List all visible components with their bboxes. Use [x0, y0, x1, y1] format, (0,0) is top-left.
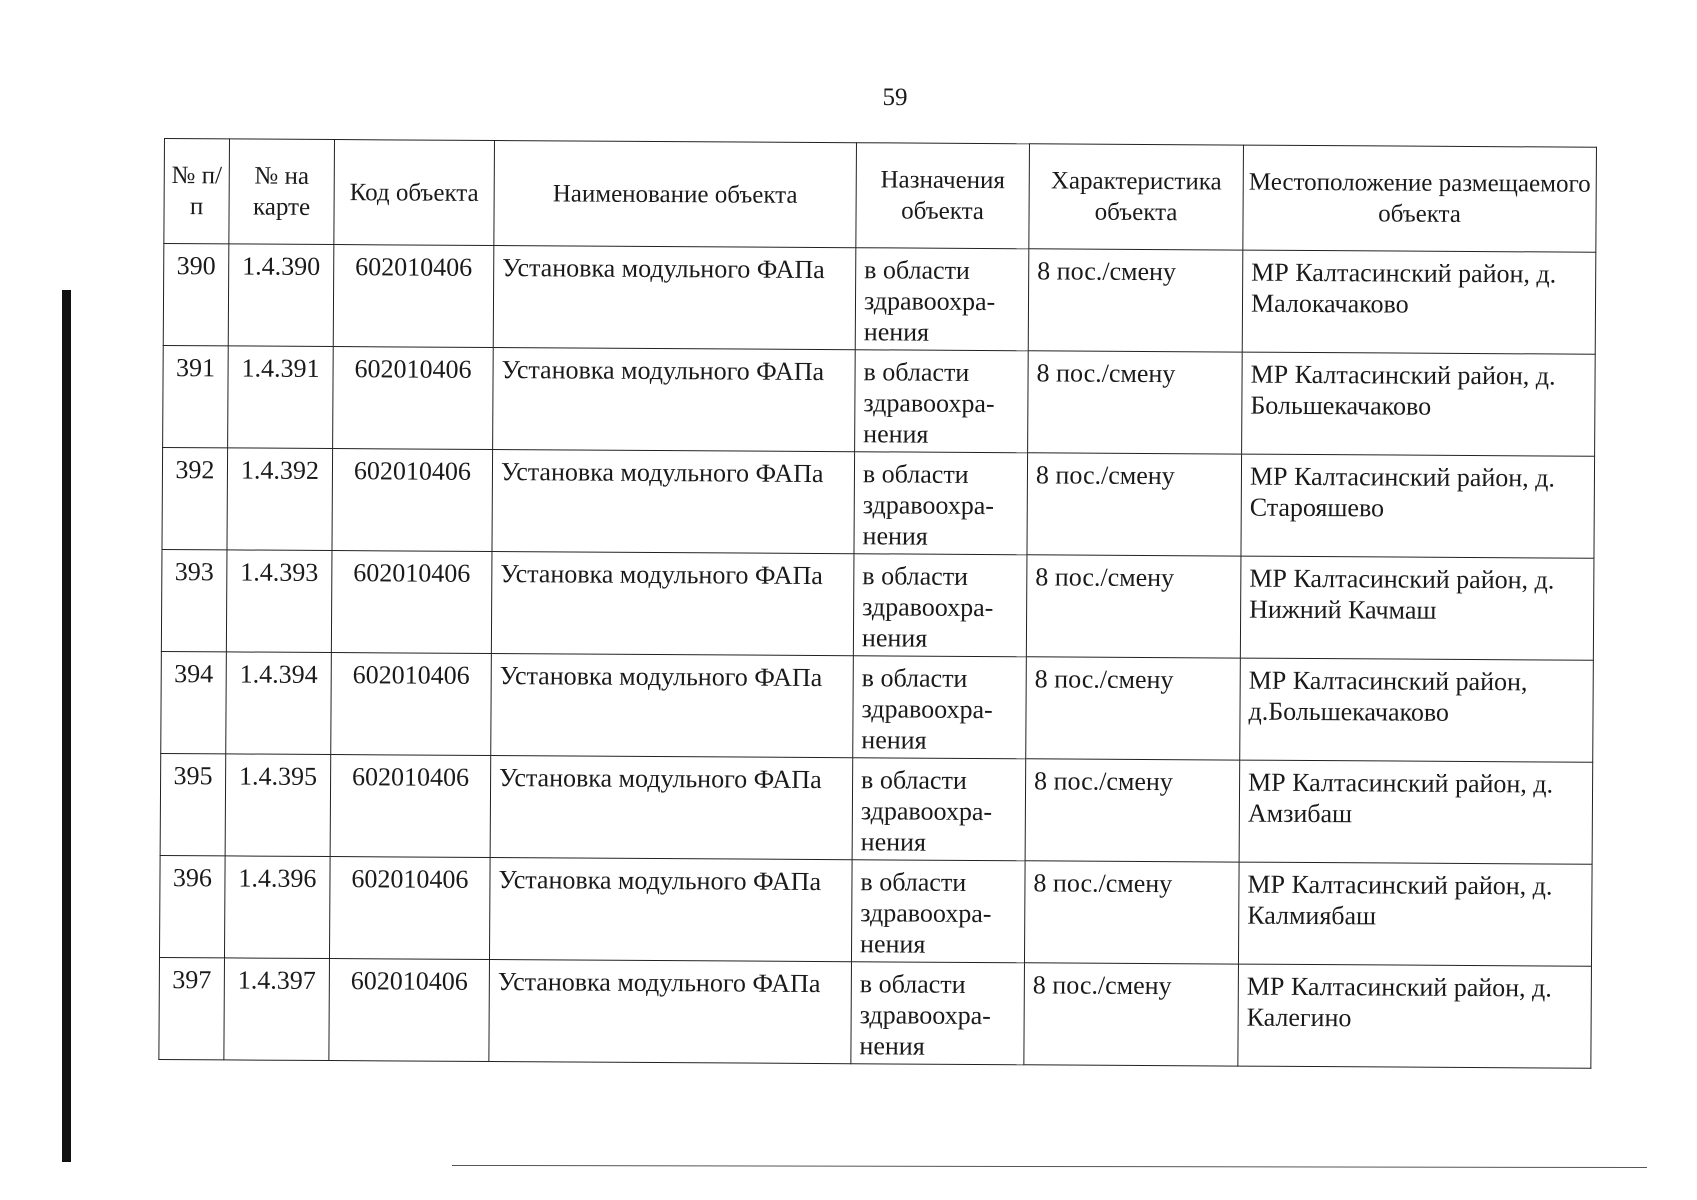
- cell-map-num: 1.4.392: [227, 448, 333, 551]
- cell-num: 390: [163, 244, 229, 346]
- cell-characteristic: 8 пос./смену: [1028, 249, 1243, 352]
- cell-purpose: в области здравоохра-нения: [852, 758, 1026, 861]
- cell-map-num: 1.4.395: [225, 754, 331, 857]
- cell-purpose: в области здравоохра-нения: [855, 248, 1029, 351]
- cell-characteristic: 8 пос./смену: [1028, 351, 1243, 454]
- cell-num: 391: [163, 345, 229, 447]
- scan-edge-bar: [62, 290, 71, 1162]
- header-code: Код объекта: [334, 140, 495, 246]
- cell-num: 394: [161, 651, 227, 753]
- table-row: [161, 549, 1594, 660]
- cell-num: 393: [161, 549, 227, 651]
- cell-characteristic: 8 пос./смену: [1024, 861, 1239, 964]
- cell-purpose: в области здравоохра-нения: [855, 350, 1029, 453]
- cell-num: 397: [159, 957, 225, 1059]
- cell-location: МР Калтасинский район, д. Калмиябаш: [1238, 862, 1592, 966]
- cell-location: МР Калтасинский район, д. Амзибаш: [1239, 760, 1593, 864]
- cell-map-num: 1.4.390: [228, 244, 334, 347]
- cell-code: 602010406: [333, 347, 494, 450]
- cell-code: 602010406: [330, 755, 491, 858]
- cell-purpose: в области здравоохра-нения: [851, 962, 1025, 1065]
- cell-characteristic: 8 пос./смену: [1024, 963, 1239, 1066]
- cell-location: МР Калтасинский район, д. Большекачаково: [1242, 352, 1596, 456]
- cell-purpose: в области здравоохра-нения: [851, 860, 1025, 963]
- cell-name: Установка модульного ФАПа: [493, 246, 856, 350]
- cell-purpose: в области здравоохра-нения: [853, 656, 1027, 759]
- table-container: [158, 138, 1597, 1069]
- table-row: [161, 651, 1594, 762]
- cell-location: МР Калтасинский район, д. Калегино: [1238, 964, 1592, 1068]
- table-header-row: [164, 139, 1597, 253]
- page-number: 59: [882, 84, 908, 111]
- header-name: Наименование объекта: [494, 141, 857, 248]
- table-row: [163, 345, 1596, 456]
- cell-code: 602010406: [329, 959, 490, 1062]
- table-body: [159, 244, 1596, 1069]
- header-num: № п/п: [164, 139, 230, 244]
- cell-name: Установка модульного ФАПа: [489, 960, 852, 1064]
- cell-code: 602010406: [333, 245, 494, 348]
- header-map-num: № на карте: [229, 139, 335, 245]
- cell-map-num: 1.4.394: [226, 652, 332, 755]
- cell-characteristic: 8 пос./смену: [1027, 453, 1242, 556]
- cell-map-num: 1.4.397: [224, 958, 330, 1061]
- cell-code: 602010406: [329, 857, 490, 960]
- cell-characteristic: 8 пос./смену: [1026, 555, 1241, 658]
- cell-name: Установка модульного ФАПа: [493, 348, 856, 452]
- header-characteristic: Характеристика объекта: [1029, 144, 1244, 250]
- cell-num: 395: [160, 753, 226, 855]
- table-row: [163, 244, 1596, 355]
- cell-name: Установка модульного ФАПа: [491, 552, 854, 656]
- bottom-rule: [452, 1165, 1647, 1168]
- table-row: [160, 753, 1593, 864]
- cell-code: 602010406: [332, 449, 493, 552]
- cell-code: 602010406: [331, 653, 492, 756]
- table-row: [159, 957, 1592, 1068]
- cell-map-num: 1.4.396: [224, 856, 330, 959]
- cell-name: Установка модульного ФАПа: [492, 450, 855, 554]
- table-row: [162, 447, 1595, 558]
- cell-num: 396: [159, 855, 225, 957]
- cell-location: МР Калтасинский район, д.Большекачаково: [1240, 658, 1594, 762]
- cell-location: МР Калтасинский район, д. Малокачаково: [1242, 250, 1596, 354]
- cell-characteristic: 8 пос./смену: [1026, 657, 1241, 760]
- cell-location: МР Калтасинский район, д. Нижний Качмаш: [1240, 556, 1594, 660]
- cell-num: 392: [162, 447, 228, 549]
- cell-name: Установка модульного ФАПа: [490, 756, 853, 860]
- cell-map-num: 1.4.393: [226, 550, 332, 653]
- cell-map-num: 1.4.391: [228, 346, 334, 449]
- cell-purpose: в области здравоохра-нения: [853, 554, 1027, 657]
- cell-purpose: в области здравоохра-нения: [854, 452, 1028, 555]
- cell-name: Установка модульного ФАПа: [489, 858, 852, 962]
- cell-name: Установка модульного ФАПа: [491, 654, 854, 758]
- header-location: Местоположение размещаемого объекта: [1243, 145, 1597, 252]
- table-row: [159, 855, 1592, 966]
- cell-location: МР Калтасинский район, д. Старояшево: [1241, 454, 1595, 558]
- header-purpose: Назначения объекта: [856, 143, 1030, 249]
- objects-table: [158, 138, 1597, 1069]
- cell-code: 602010406: [331, 551, 492, 654]
- cell-characteristic: 8 пос./смену: [1025, 759, 1240, 862]
